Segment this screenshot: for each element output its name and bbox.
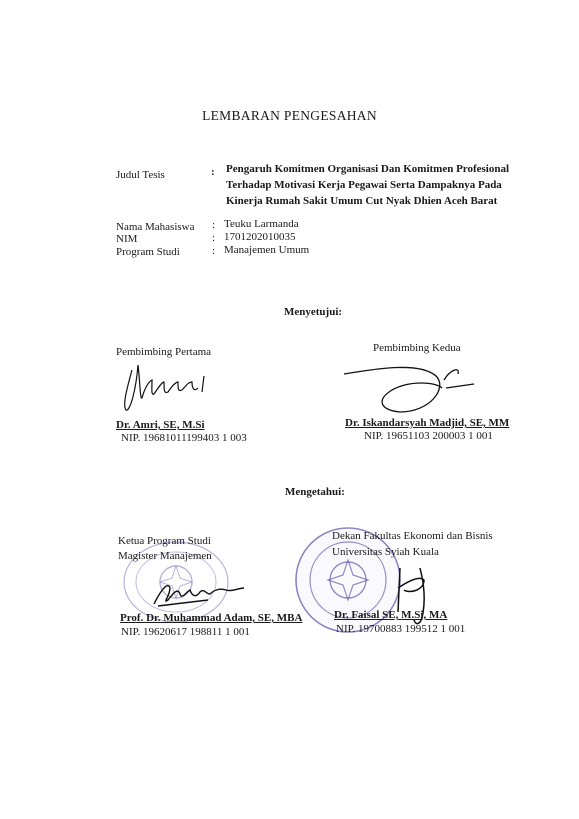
dean-role-line1: Dekan Fakultas Ekonomi dan Bisnis <box>332 530 493 542</box>
thesis-title: Pengaruh Komitmen Organisasi Dan Komitmen Profesional Terhadap Motivasi Kerja Pegawai Serta Dampaknya Pada Kinerja Rumah Sakit Umum Cut Nyak Dhien Aceh Barat <box>226 163 510 207</box>
nim-colon: : <box>212 232 216 244</box>
student-name-colon: : <box>212 219 216 231</box>
program-head-name: Prof. Dr. Muhammad Adam, SE, MBA <box>120 612 303 624</box>
dean-role-line2: Universitas Syiah Kuala <box>332 546 439 558</box>
thesis-colon: : <box>211 166 215 178</box>
program-head-signature <box>148 574 248 614</box>
nim-value: 1701202010035 <box>224 231 296 243</box>
acknowledge-heading: Mengetahui: <box>285 486 345 498</box>
first-advisor-nip: NIP. 19681011199403 1 003 <box>121 432 247 444</box>
approval-heading: Menyetujui: <box>284 306 343 318</box>
second-advisor-role: Pembimbing Kedua <box>373 342 461 354</box>
program-head-role-line1: Ketua Program Studi <box>118 535 211 547</box>
student-name-value: Teuku Larmanda <box>224 218 299 230</box>
nim-label: NIM <box>116 233 138 245</box>
program-head-role-line2: Magister Manajemen <box>118 550 212 562</box>
first-advisor-name: Dr. Amri, SE, M.Si <box>116 419 205 431</box>
first-advisor-role: Pembimbing Pertama <box>116 346 212 358</box>
second-advisor-nip: NIP. 19651103 200003 1 001 <box>364 430 493 442</box>
dean-name: Dr. Faisal SE, M.Si, MA <box>334 609 448 621</box>
program-colon: : <box>212 245 216 257</box>
second-advisor-name: Dr. Iskandarsyah Madjid, SE, MM <box>345 417 510 429</box>
program-value: Manajemen Umum <box>224 244 310 256</box>
first-advisor-signature <box>118 360 218 420</box>
program-head-nip: NIP. 19620617 198811 1 001 <box>121 626 250 638</box>
page-title: LEMBARAN PENGESAHAN <box>202 108 377 123</box>
second-advisor-signature <box>340 360 480 418</box>
student-name-label: Nama Mahasiswa <box>116 221 195 233</box>
thesis-label: Judul Tesis <box>116 169 165 181</box>
program-label: Program Studi <box>116 246 180 258</box>
dean-nip: NIP. 19700883 199512 1 001 <box>336 623 466 635</box>
